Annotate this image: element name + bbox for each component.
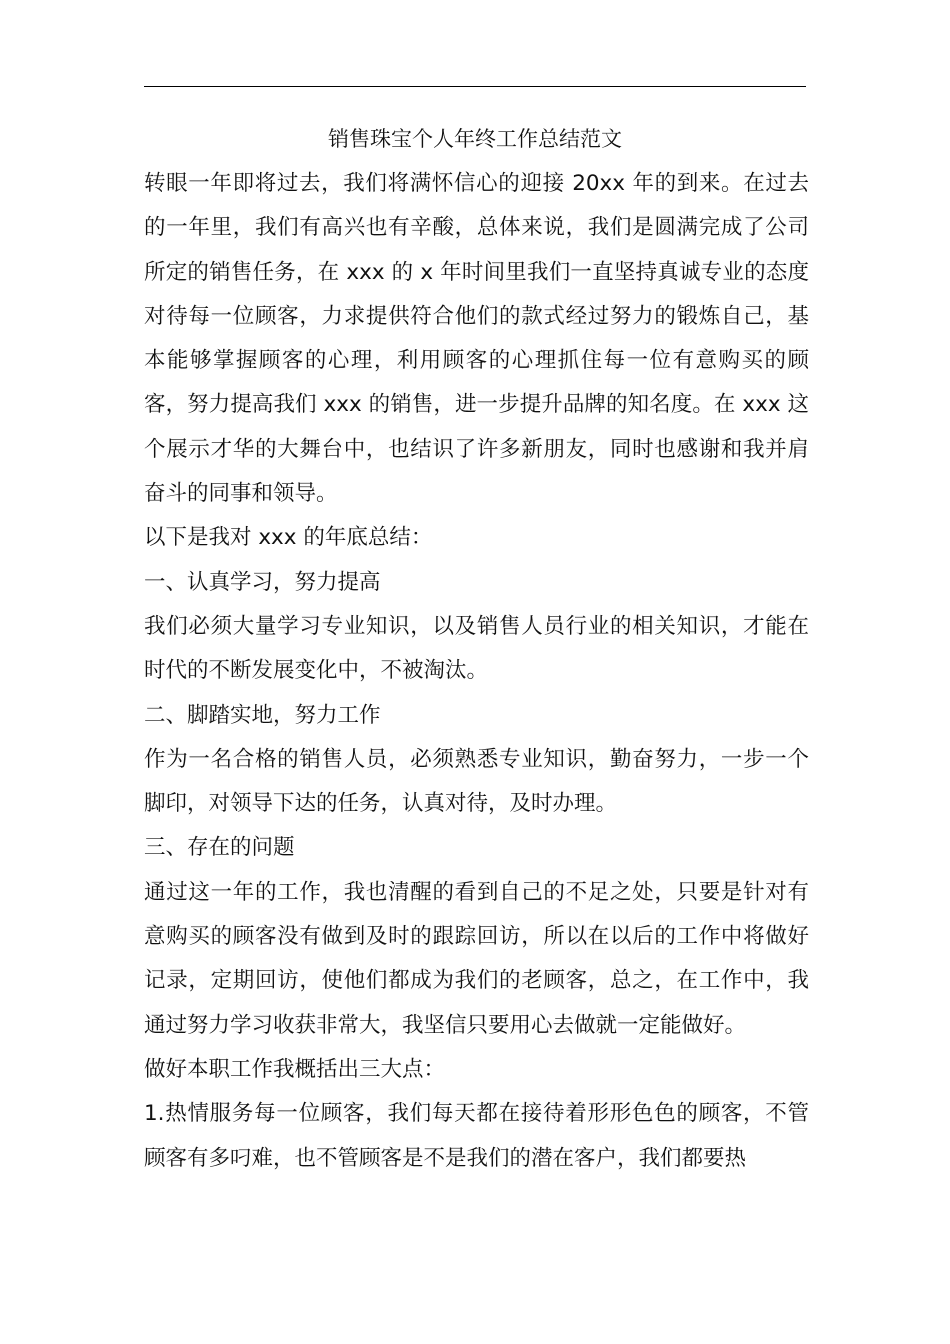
paragraph-intro: 转眼一年即将过去，我们将满怀信心的迎接 20xx 年的到来。在过去的一年里，我们有高兴也有辛酸，总体来说，我们是圆满完成了公司所定的销售任务，在 xxx 的 x 年时间里我们一直坚持真诚专业的态度对待每一位顾客，力求提供符合他们的款式经过努力的锻炼自己，基本能够掌握顾客的心理，利用顾客的心理抓住每一位有意购买的顾客，努力提高我们 xxx 的销售，进一步提升品牌的知名度。在 xxx 这个展示才华的大舞台中，也结识了许多新朋友，同时也感谢和我并肩奋斗的同事和领导。 [144, 171, 809, 507]
paragraph-three-points-lead: 做好本职工作我概括出三大点： [144, 1056, 446, 1082]
paragraph-point-1: 1.热情服务每一位顾客，我们每天都在接待着形形色色的顾客，不管顾客有多叼难，也不管顾客是不是我们的潜在客户，我们都要热 [144, 1101, 809, 1171]
section-heading-2: 二、脚踏实地，努力工作 [144, 702, 381, 728]
header-rule [144, 86, 806, 87]
section-heading-1: 一、认真学习，努力提高 [144, 569, 381, 595]
paragraph-summary-lead: 以下是我对 xxx 的年底总结： [144, 525, 433, 551]
section-heading-3: 三、存在的问题 [144, 835, 295, 861]
paragraph-section-1: 我们必须大量学习专业知识，以及销售人员行业的相关知识，才能在时代的不断发展变化中，不被淘汰。 [144, 613, 809, 684]
document-title: 销售珠宝个人年终工作总结范文 [328, 127, 622, 151]
paragraph-section-2: 作为一名合格的销售人员，必须熟悉专业知识，勤奋努力，一步一个脚印，对领导下达的任务，认真对待，及时办理。 [144, 746, 809, 817]
paragraph-section-3: 通过这一年的工作，我也清醒的看到自己的不足之处，只要是针对有意购买的顾客没有做到及时的跟踪回访，所以在以后的工作中将做好记录，定期回访，使他们都成为我们的老顾客，总之，在工作中，我通过努力学习收获非常大，我坚信只要用心去做就一定能做好。 [144, 879, 809, 1038]
document-body [144, 162, 809, 1181]
